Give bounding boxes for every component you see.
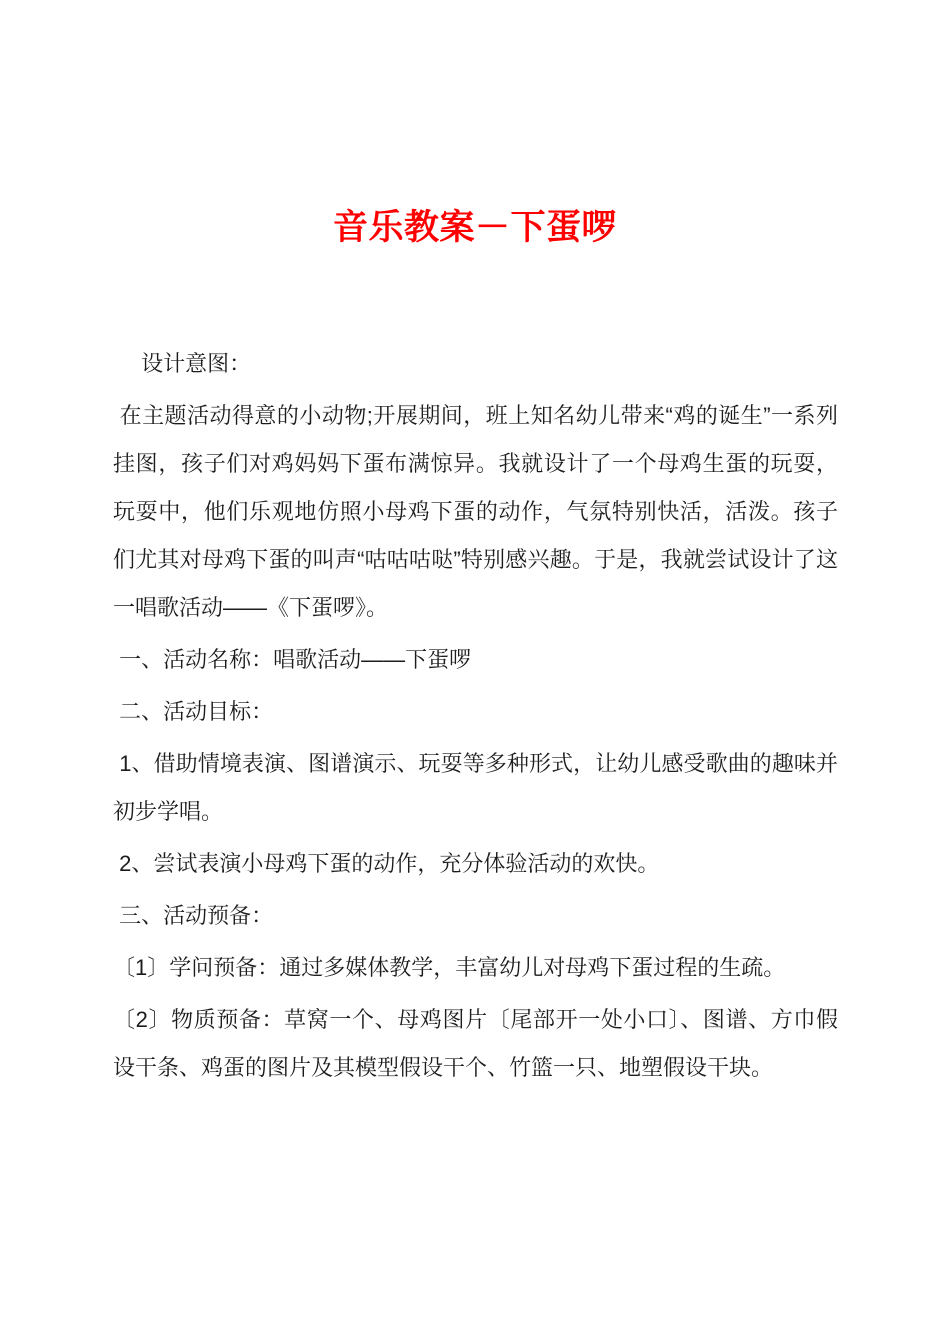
- document-body: [113, 340, 838, 1092]
- paragraph-activity-name: 一、活动名称：唱歌活动——下蛋啰: [113, 647, 472, 672]
- paragraph-goal-2: 2、尝试表演小母鸡下蛋的动作，充分体验活动的欢快。: [113, 851, 660, 876]
- document-title: 音乐教案－下蛋啰: [332, 208, 617, 247]
- paragraph-design-intent-body: 在主题活动得意的小动物;开展期间，班上知名幼儿带来“鸡的诞生”一系列挂图，孩子们对鸡妈妈下蛋布满惊异。我就设计了一个母鸡生蛋的玩耍，玩耍中，他们乐观地仿照小母鸡下蛋的动作，气氛特别快活，活泼。孩子们尤其对母鸡下蛋的叫声“咕咕咕哒”特别感兴趣。于是，我就尝试设计了这一唱歌活动——《下蛋啰》。: [113, 403, 838, 620]
- paragraph-activity-preparation-heading: 三、活动预备：: [113, 903, 274, 928]
- paragraph-knowledge-preparation: 〔1〕学问预备：通过多媒体教学，丰富幼儿对母鸡下蛋过程的生疏。: [113, 955, 786, 980]
- paragraph-design-intent-heading: 设计意图：: [113, 351, 252, 376]
- paragraph-material-preparation: 〔2〕物质预备：草窝一个、母鸡图片〔尾部开一处小口〕、图谱、方巾假设干条、鸡蛋的图片及其模型假设干个、竹篮一只、地塑假设干块。: [113, 1007, 838, 1080]
- paragraph-activity-goals-heading: 二、活动目标：: [113, 699, 274, 724]
- paragraph-goal-1: 1、借助情境表演、图谱演示、玩耍等多种形式，让幼儿感受歌曲的趣味并初步学唱。: [113, 751, 838, 824]
